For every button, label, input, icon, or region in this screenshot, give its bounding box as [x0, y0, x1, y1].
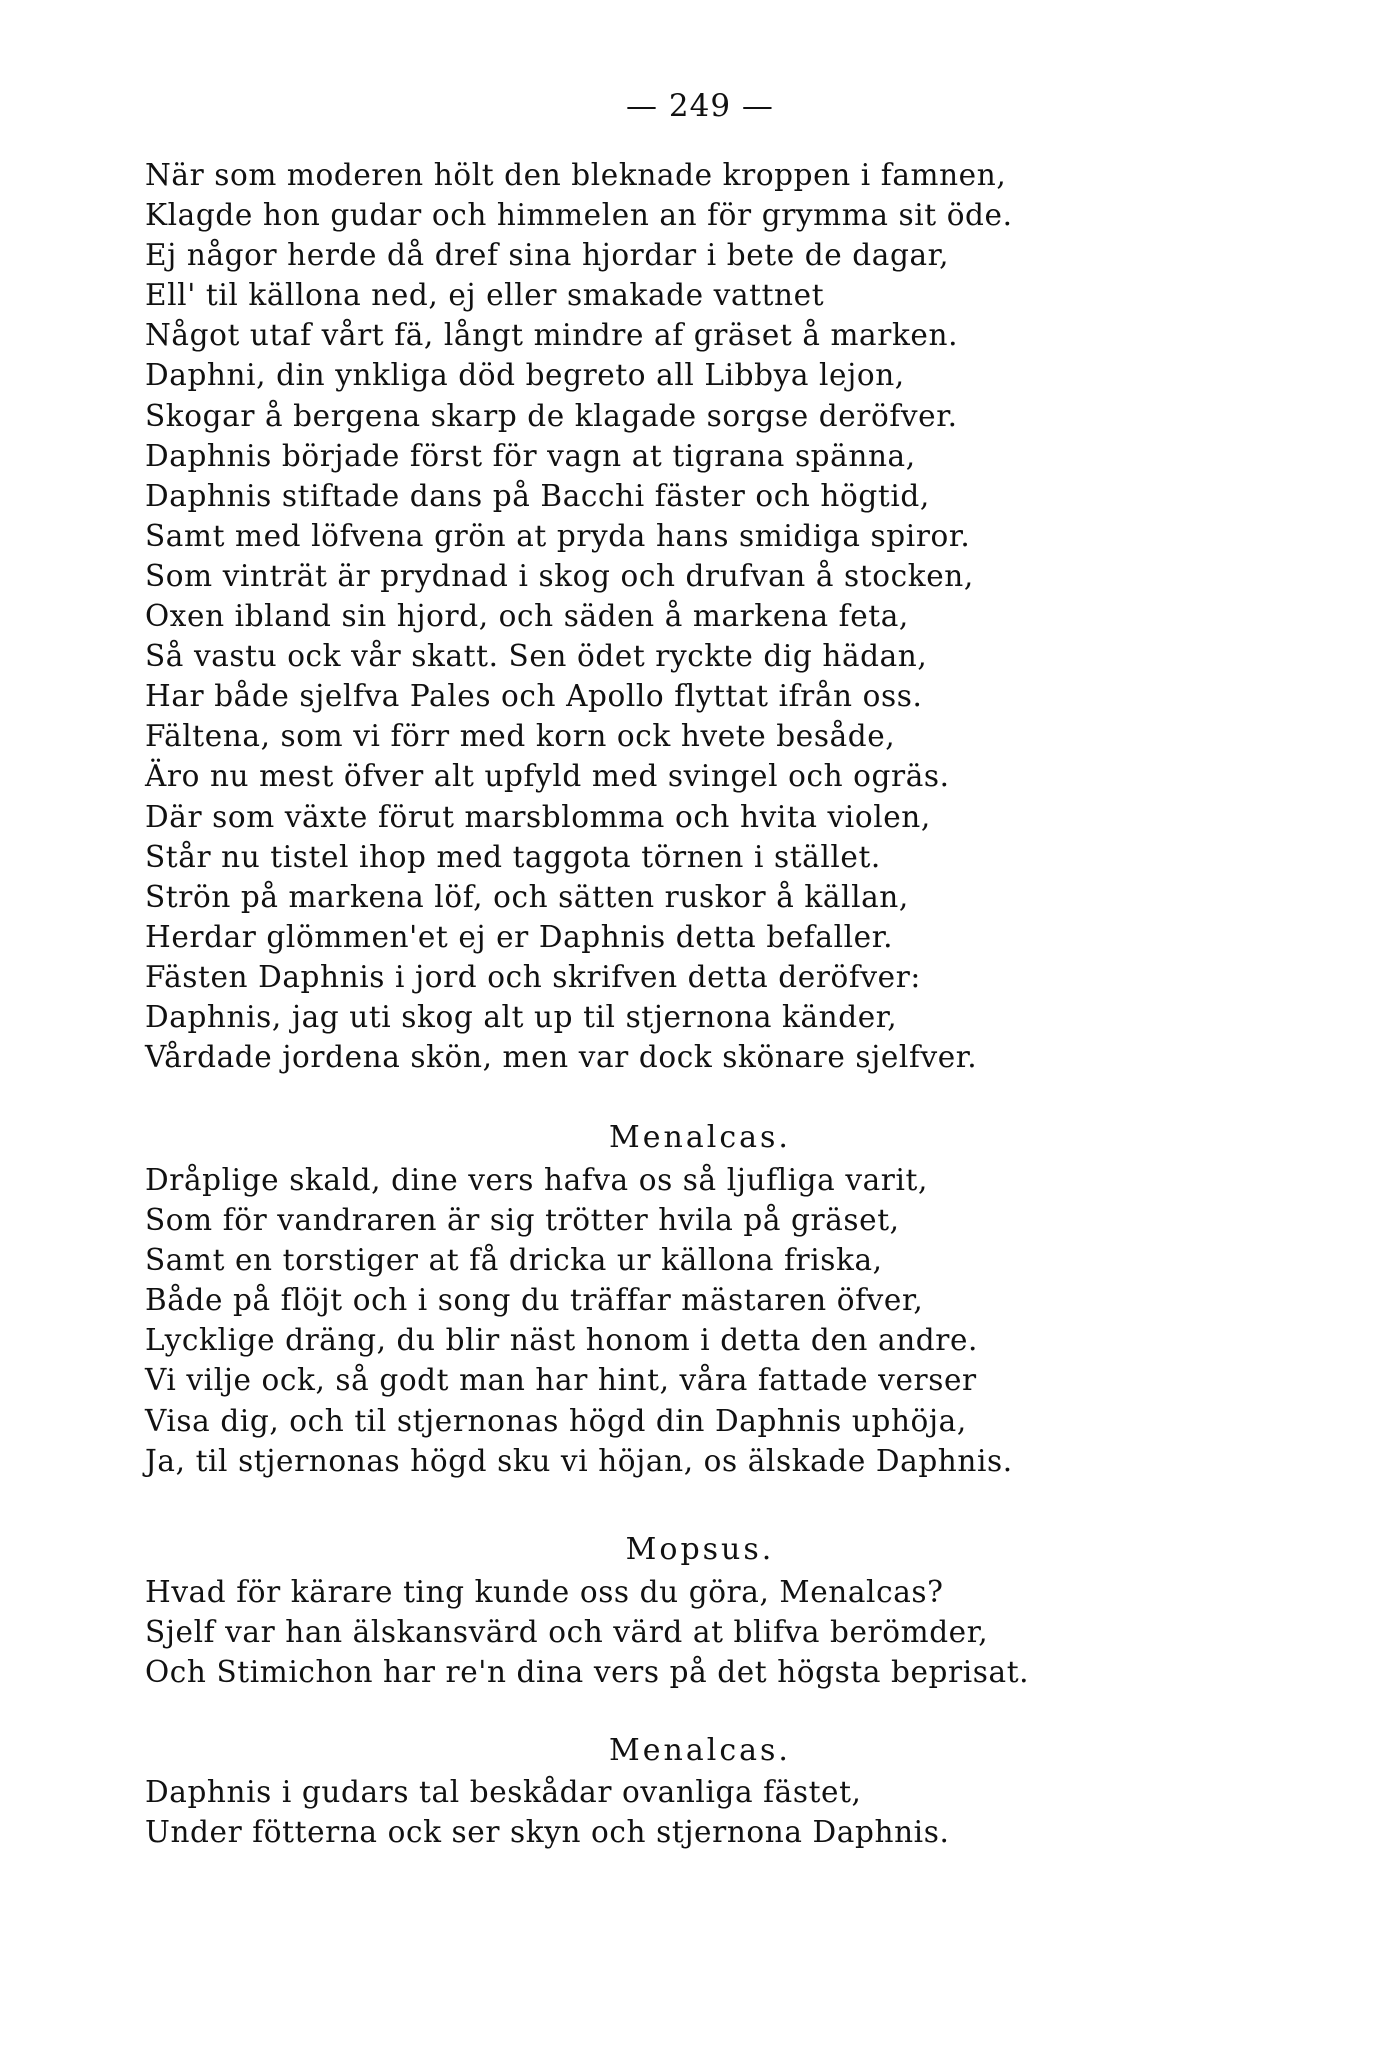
speaker-heading: Mopsus. [625, 1532, 775, 1567]
verse-line: Daphnis i gudars tal beskådar ovanliga fästet, [145, 1775, 862, 1809]
verse-line: Klagde hon gudar och himmelen an för grymma sit öde. [145, 198, 1013, 233]
stanza [145, 1572, 1285, 1692]
verse-line: Daphnis, jag uti skog alt up til stjernona känder, [145, 999, 898, 1034]
verse-line: Äro nu mest öfver alt upfyld med svingel och ogräs. [145, 759, 950, 794]
verse-line: När som moderen hölt den bleknade kroppen i famnen, [145, 158, 1007, 192]
verse-line: Både på flöjt och i song du träffar mästaren öfver, [145, 1283, 924, 1318]
page-number: — 249 — [626, 88, 774, 124]
verse-line: Fästen Daphnis i jord och skrifven detta deröfver: [145, 959, 921, 994]
verse-line: Samt en torstiger at få dricka ur källona friska, [145, 1243, 883, 1278]
verse-line: Vi vilje ock, så godt man har hint, våra fattade verser [145, 1363, 977, 1398]
verse-line: Och Stimichon har re'n dina vers på det högsta beprisat. [145, 1655, 1030, 1690]
verse-line: Visa dig, och til stjernonas högd din Daphnis uphöja, [145, 1403, 967, 1438]
verse-line: Där som växte förut marsblomma och hvita violen, [145, 799, 931, 834]
stanza [145, 1772, 1285, 1852]
verse-line: Strön på markena löf, och sätten ruskor å källan, [145, 879, 909, 914]
verse-line: Som för vandraren är sig trötter hvila på gräset, [145, 1203, 900, 1238]
verse-line: Oxen ibland sin hjord, och säden å markena feta, [145, 599, 909, 634]
verse-line: Under fötterna ock ser skyn och stjernona Daphnis. [145, 1815, 950, 1850]
verse-line: Daphnis började först för vagn at tigrana spänna, [145, 438, 916, 473]
stanza [145, 155, 1285, 1077]
speaker-heading: Menalcas. [609, 1120, 791, 1155]
verse-line: Något utaf vårt fä, långt mindre af gräset å marken. [145, 318, 959, 353]
verse-line: Ja, til stjernonas högd sku vi höjan, os älskade Daphnis. [145, 1443, 1013, 1478]
verse-line: Fältena, som vi förr med korn ock hvete besåde, [145, 719, 896, 754]
speaker-heading: Menalcas. [609, 1733, 791, 1768]
verse-line: Vårdade jordena skön, men var dock skönare sjelfver. [145, 1040, 978, 1075]
verse-line: Daphnis stiftade dans på Bacchi fäster och högtid, [145, 478, 930, 513]
stanza [145, 1160, 1285, 1481]
verse-line: Som vinträt är prydnad i skog och drufvan å stocken, [145, 558, 974, 593]
verse-line: Ell' til källona ned, ej eller smakade vattnet [145, 278, 825, 313]
verse-line: Har både sjelfva Pales och Apollo flyttat ifrån oss. [145, 679, 923, 714]
verse-line: Sjelf var han älskansvärd och värd at blifva berömder, [145, 1615, 989, 1650]
verse-line: Herdar glömmen'et ej er Daphnis detta befaller. [145, 919, 894, 954]
verse-line: Skogar å bergena skarp de klagade sorgse deröfver. [145, 398, 958, 433]
verse-line: Ej någor herde då dref sina hjordar i bete de dagar, [145, 238, 950, 273]
verse-line: Daphni, din ynkliga död begreto all Libbya lejon, [145, 358, 905, 393]
verse-line: Samt med löfvena grön at pryda hans smidiga spiror. [145, 518, 971, 553]
verse-line: Hvad för kärare ting kunde oss du göra, Menalcas? [145, 1575, 944, 1609]
verse-line: Dråplige skald, dine vers hafva os så ljufliga varit, [145, 1163, 928, 1197]
verse-line: Står nu tistel ihop med taggota törnen i stället. [145, 839, 881, 874]
verse-line: Lycklige dräng, du blir näst honom i detta den andre. [145, 1323, 979, 1358]
verse-line: Så vastu ock vår skatt. Sen ödet ryckte dig hädan, [145, 639, 928, 674]
